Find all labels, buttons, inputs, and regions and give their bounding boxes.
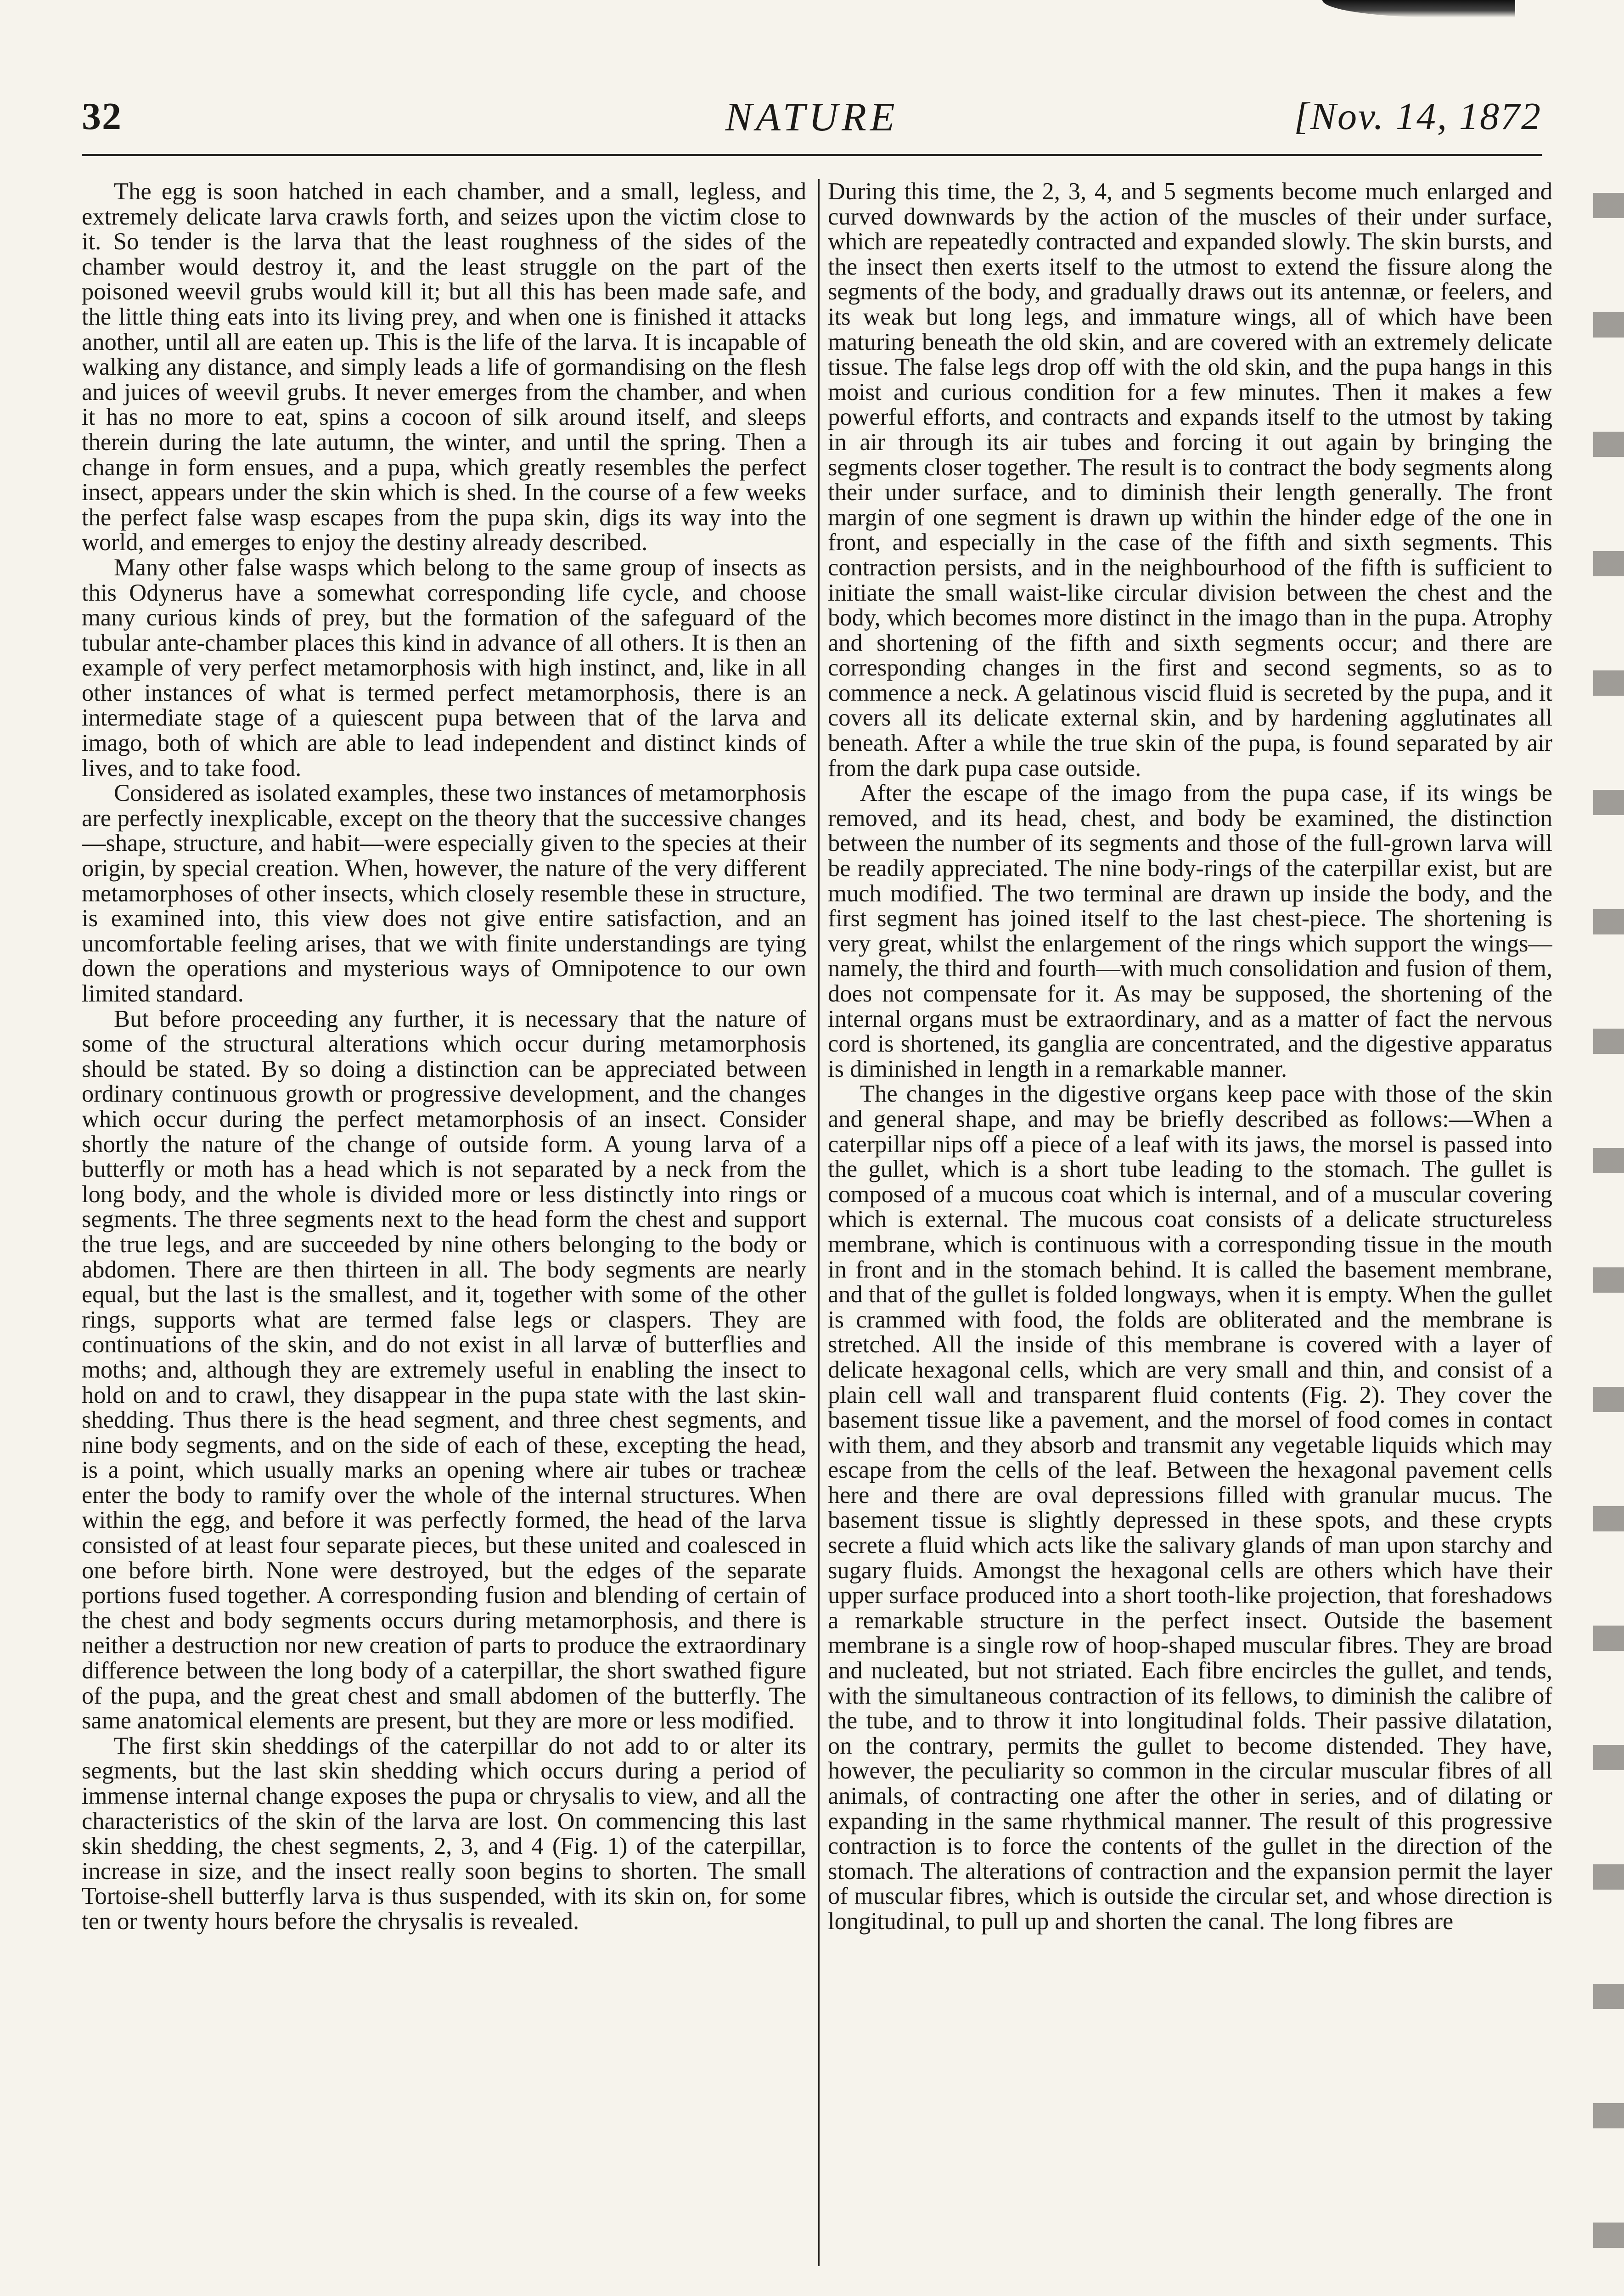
- page-edge-binding: [1593, 138, 1624, 2296]
- paragraph: Considered as isolated examples, these two instances of metamorphosis are perfectly inexplicable, except on the theory that the successive changes—shape, structure, and habit—were especially given to the species at their origin, by special creation. When, however, the nature of the very different metamorphoses of other insects, which closely resemble these in structure, is examined into, this view does not give entire satisfaction, and an uncomfortable feeling arises, that we with finite understandings are tying down the operations and mysterious ways of Omnipotence to our own limited standard.: [82, 780, 806, 1007]
- paragraph: The egg is soon hatched in each chamber, and a small, legless, and extremely delicate larva crawls forth, and seizes upon the victim close to it. So tender is the larva that the least roughness of the sides of the chamber would destroy it, and the least struggle on the part of the poisoned weevil grubs would kill it; but all this has been made safe, and the little thing eats into its living prey, and when one is finished it attacks another, until all are eaten up. This is the life of the larva. It is incapable of walking any distance, and simply leads a life of gormandising on the flesh and juices of weevil grubs. It never emerges from the chamber, and when it has no more to eat, spins a cocoon of silk around itself, and sleeps therein during the late autumn, the winter, and until the spring. Then a change in form ensues, and a pupa, which greatly resembles the perfect insect, appears under the skin which is shed. In the course of a few weeks the perfect false wasp escapes from the pupa skin, digs its way into the world, and emerges to enjoy the destiny already described.: [82, 179, 806, 556]
- paragraph: Many other false wasps which belong to the same group of insects as this Odynerus have a somewhat corresponding life cycle, and choose many curious kinds of prey, but the formation of the safeguard of the tubular ante-chamber places this kind in advance of all others. It is then an example of very perfect metamorphosis with high instinct, and, like in all other instances of what is termed perfect metamorphosis, there is an intermediate stage of a quiescent pupa between that of the larva and imago, both of which are able to lead independent and distinct kinds of lives, and to take food.: [82, 554, 806, 782]
- left-column: [82, 179, 806, 2264]
- paragraph: After the escape of the imago from the pupa case, if its wings be removed, and its head, chest, and body be examined, the distinction between the number of its segments and those of the full-grown larva will be readily appreciated. The nine body-rings of the caterpillar exist, but are much modified. The two terminal are drawn up inside the body, and the first segment has joined itself to the last chest-piece. The shortening is very great, whilst the enlargement of the rings which support the wings—namely, the third and fourth—with much consolidation and fusion of them, does not compensate for it. As may be supposed, the shortening of the internal organs must be extraordinary, and as a matter of fact the nervous cord is shortened, its ganglia are concentrated, and the digestive apparatus is diminished in length in a remarkable manner.: [828, 780, 1552, 1082]
- column-divider: [818, 179, 820, 2266]
- issue-date: [Nov. 14, 1872: [1294, 95, 1542, 138]
- paragraph: But before proceeding any further, it is necessary that the nature of some of the structural alterations which occur during metamorphosis should be stated. By so doing a distinction can be appreciated between ordinary continuous growth or progressive development, and the changes which occur during the perfect metamorphosis of an insect. Consider shortly the nature of the change of outside form. A young larva of a butterfly or moth has a head which is not separated by a neck from the long body, and the whole is divided more or less distinctly into rings or segments. The three segments next to the head form the chest and support the true legs, and are succeeded by nine others belonging to the body or abdomen. There are then thirteen in all. The body segments are nearly equal, but the last is the smallest, and it, together with some of the other rings, supports what are termed false legs or claspers. They are continuations of the skin, and do not exist in all larvæ of butterflies and moths; and, although they are extremely useful in enabling the insect to hold on and to crawl, they disappear in the pupa state with the last skin-shedding. Thus there is the head segment, and three chest segments, and nine body segments, and on the side of each of these, excepting the head, is a point, which usually marks an opening where air tubes or tracheæ enter the body to ramify over the whole of the internal structures. When within the egg, and before it was perfectly formed, the head of the larva consisted of at least four separate pieces, but these united and coalesced in one before birth. None were destroyed, but the edges of the separate portions fused together. A corresponding fusion and blending of certain of the chest and body segments occurs during metamorphosis, and there is neither a destruction nor new creation of parts to produce the extraordinary difference between the long body of a caterpillar, the short swathed figure of the pupa, and the great chest and small abdomen of the butterfly. The same anatomical elements are present, but they are more or less modified.: [82, 1005, 806, 1734]
- running-header: [82, 94, 1542, 149]
- header-rule: [82, 154, 1542, 156]
- page-number: 32: [82, 95, 122, 138]
- paragraph: The first skin sheddings of the caterpillar do not add to or alter its segments, but the last skin shedding which occurs during a period of immense internal change exposes the pupa or chrysalis to view, and all the characteristics of the skin of the larva are lost. On commencing this last skin shedding, the chest segments, 2, 3, and 4 (Fig. 1) of the caterpillar, increase in size, and the insect really soon begins to shorten. The small Tortoise-shell butterfly larva is thus suspended, with its skin on, for some ten or twenty hours before the chrysalis is revealed.: [82, 1732, 806, 1935]
- journal-title: NATURE: [725, 95, 899, 140]
- page-edge-shadow-top: [1322, 0, 1515, 17]
- paragraph: The changes in the digestive organs keep pace with those of the skin and general shape, and may be briefly described as follows:—When a caterpillar nips off a piece of a leaf with its jaws, the morsel is passed into the gullet, which is a short tube leading to the stomach. The gullet is composed of a mucous coat which is internal, and of a muscular covering which is external. The mucous coat consists of a delicate structureless membrane, which is continuous with a corresponding tissue in the mouth in front and in the stomach behind. It is called the basement membrane, and that of the gullet is folded longways, when it is empty. When the gullet is crammed with food, the folds are obliterated and the membrane is stretched. All the inside of this membrane is covered with a layer of delicate hexagonal cells, which are very small and thin, and consist of a plain cell wall and transparent fluid contents (Fig. 2). They cover the basement tissue like a pavement, and the morsel of food comes in contact with them, and they absorb and transmit any vegetable liquids which may escape from the cells of the leaf. Between the hexagonal pavement cells here and there are oval depressions filled with granular mucus. The basement tissue is slightly depressed in these spots, and these crypts secrete a fluid which acts like the salivary glands of man upon starchy and sugary fluids. Amongst the hexagonal cells are others which have their upper surface produced into a short tooth-like projection, that foreshadows a remarkable structure in the perfect insect. Outside the basement membrane is a single row of hoop-shaped muscular fibres. They are broad and nucleated, but not striated. Each fibre encircles the gullet, and tends, with the simultaneous contraction of its fellows, to diminish the calibre of the tube, and to throw it into longitudinal folds. Their passive dilatation, on the contrary, permits the gullet to become distended. They have, however, the peculiarity so common in the circular muscular fibres of all animals, of contracting one after the other in series, and of dilating or expanding in the same rhythmical manner. The result of this progressive contraction is to force the contents of the gullet in the direction of the stomach. The alterations of contraction and the expansion permit the layer of muscular fibres, which is outside the circular set, and whose direction is longitudinal, to pull up and shorten the canal. The long fibres are: [828, 1080, 1552, 1935]
- paragraph: During this time, the 2, 3, 4, and 5 segments become much enlarged and curved downwards by the action of the muscles of their under surface, which are repeatedly contracted and expanded slowly. The skin bursts, and the insect then exerts itself to the utmost to extend the fissure along the segments of the body, and gradually draws out its antennæ, or feelers, and its weak but long legs, and immature wings, all of which have been maturing beneath the old skin, and are covered with an extremely delicate tissue. The false legs drop off with the old skin, and the pupa hangs in this moist and curious condition for a few minutes. Then it makes a few powerful efforts, and contracts and expands itself to the utmost by taking in air through its air tubes and forcing it out again by bringing the segments closer together. The result is to contract the body segments along their under surface, and to diminish their length generally. The front margin of one segment is drawn up within the hinder edge of the one in front, and especially in the case of the fifth and sixth segments. This contraction persists, and in the neighbourhood of the fifth is sufficient to initiate the small waist-like circular division between the chest and the body, which becomes more distinct in the imago than in the pupa. Atrophy and shortening of the fifth and sixth segments occur; and there are corresponding changes in the first and second segments, so as to commence a neck. A gelatinous viscid fluid is secreted by the pupa, and it covers all its delicate external skin, and by hardening agglutinates all beneath. After a while the true skin of the pupa, is found separated by air from the dark pupa case outside.: [828, 179, 1552, 782]
- right-column: [828, 179, 1552, 2264]
